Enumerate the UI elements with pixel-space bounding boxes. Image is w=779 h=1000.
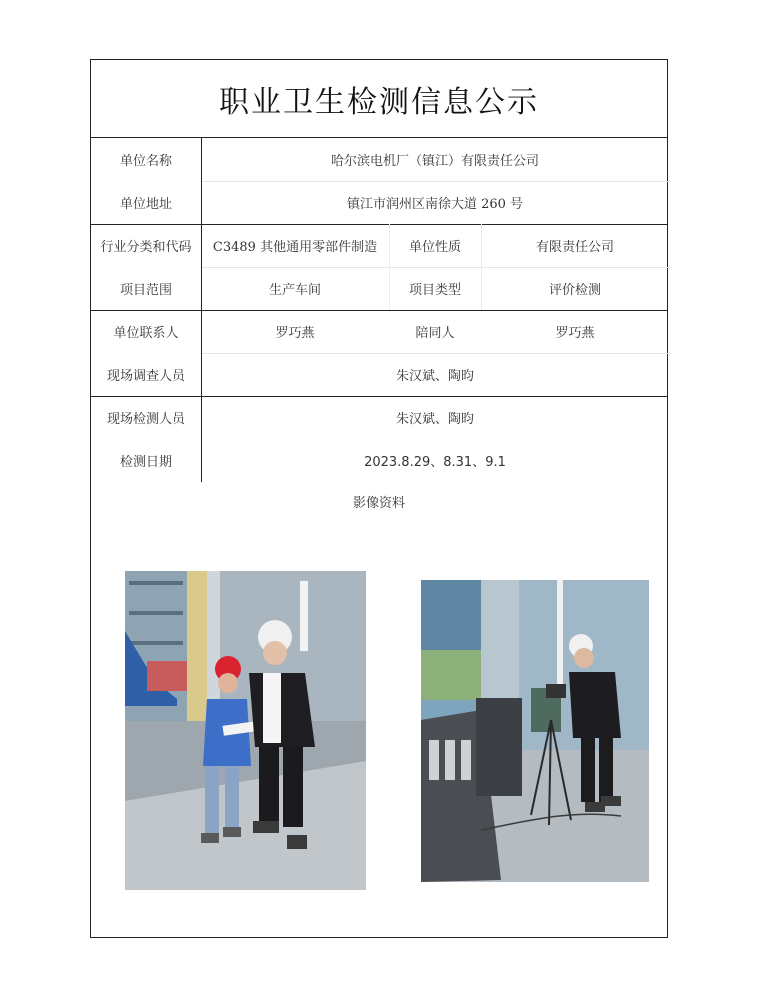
- site-photo-survey-image: [125, 571, 366, 890]
- nature-value: 有限责任公司: [535, 240, 614, 255]
- contact-value: 罗巧燕: [275, 326, 315, 341]
- site-photo-testing: [421, 580, 649, 882]
- type-value: 评价检测: [548, 283, 601, 298]
- industry-label: 行业分类和代码: [100, 240, 192, 255]
- column-divider: [389, 224, 390, 310]
- address-value: 镇江市润州区南徐大道 260 号: [346, 197, 524, 212]
- nature-label: 单位性质: [408, 240, 461, 255]
- column-divider: [481, 224, 482, 310]
- contact-label: 单位联系人: [113, 326, 179, 341]
- type-label: 项目类型: [408, 283, 461, 298]
- page-title: 职业卫生检测信息公示: [91, 60, 667, 138]
- escort-value: 罗巧燕: [555, 326, 595, 341]
- site-photo-survey: [125, 571, 366, 890]
- industry-value: C3489 其他通用零部件制造: [212, 240, 378, 255]
- testing-value: 朱汉斌、陶昀: [395, 412, 474, 427]
- company-name-value: 哈尔滨电机厂（镇江）有限责任公司: [330, 154, 539, 169]
- label-column-divider: [201, 138, 202, 482]
- survey-value: 朱汉斌、陶昀: [395, 369, 474, 384]
- escort-label: 陪同人: [415, 326, 455, 341]
- date-label: 检测日期: [119, 455, 172, 470]
- scope-label: 项目范围: [119, 283, 172, 298]
- survey-label: 现场调查人员: [106, 369, 185, 384]
- address-label: 单位地址: [119, 197, 172, 212]
- site-photo-testing-image: [421, 580, 649, 882]
- date-value: 2023.8.29、8.31、9.1: [364, 455, 506, 470]
- company-name-label: 单位名称: [119, 154, 172, 169]
- notice-frame: [90, 59, 668, 938]
- scope-value: 生产车间: [268, 283, 321, 298]
- media-title: 影像资料: [352, 496, 405, 511]
- testing-label: 现场检测人员: [106, 412, 185, 427]
